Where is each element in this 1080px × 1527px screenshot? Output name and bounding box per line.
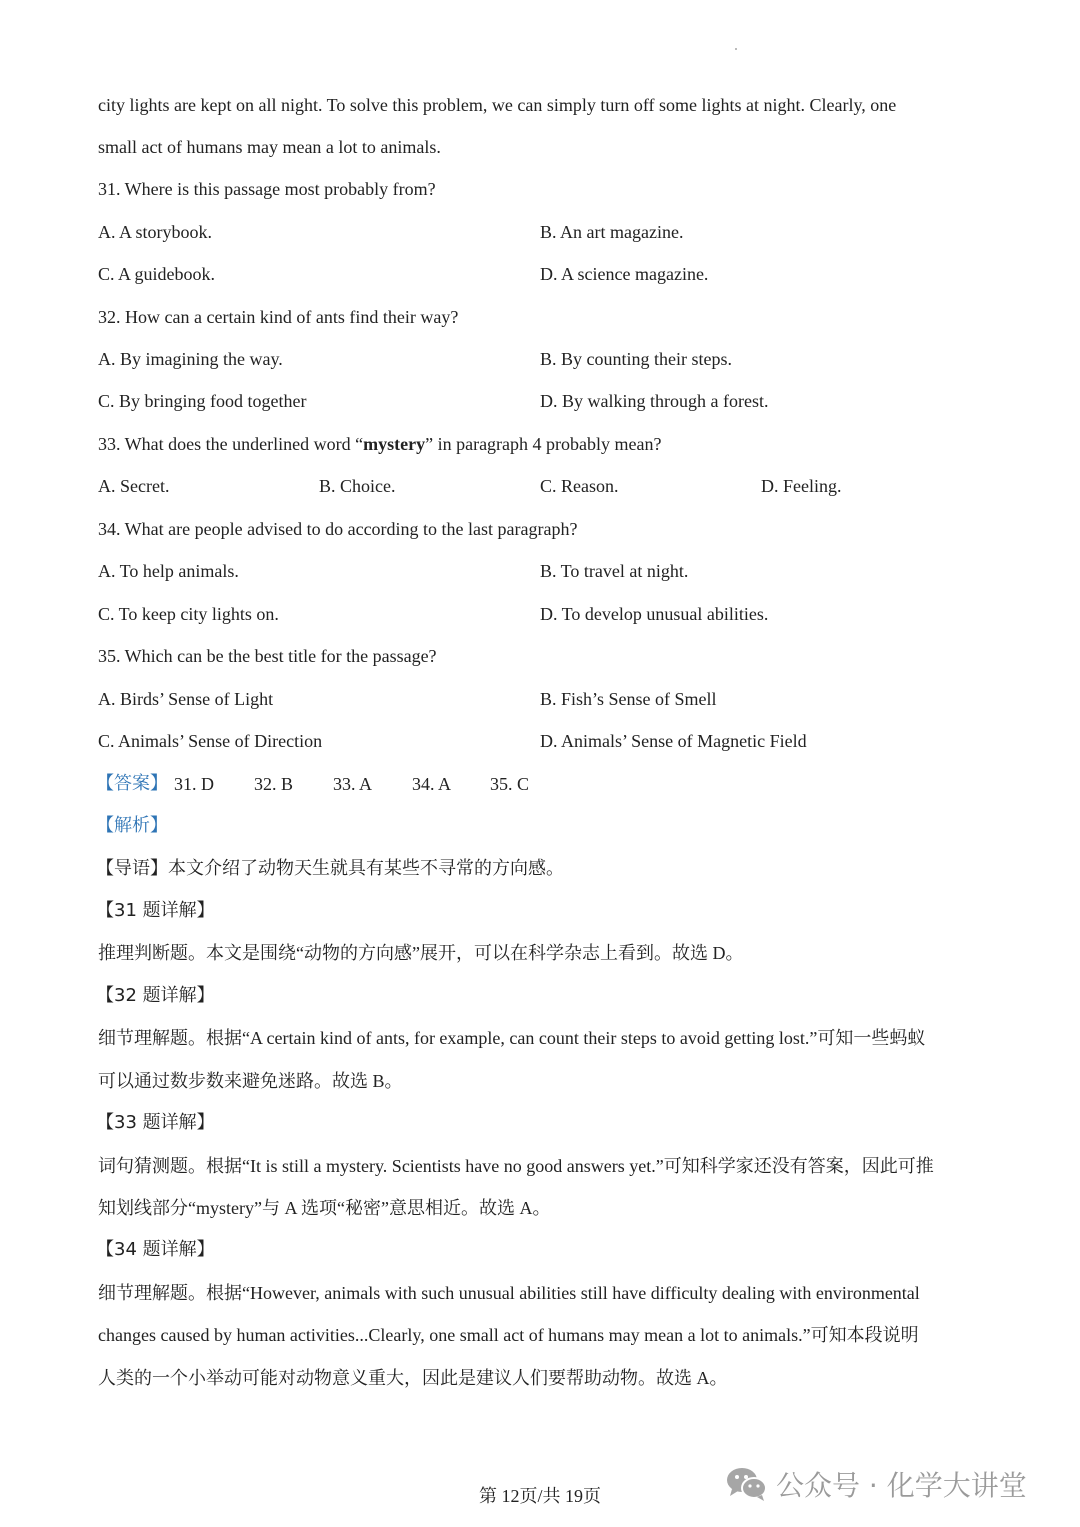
question-33-option-c: C. Reason. <box>540 476 619 496</box>
wechat-icon <box>726 1466 768 1502</box>
detail-33-title: 【33 题详解】 <box>96 1112 215 1133</box>
question-34-stem: 34. What are people advised to do according to the last paragraph? <box>98 519 578 539</box>
question-31-option-a: A. A storybook. <box>98 222 213 242</box>
detail-32-line-2: 可以通过数步数来避免迷路。故选 B。 <box>98 1071 403 1091</box>
question-34-option-d: D. To develop unusual abilities. <box>540 604 769 624</box>
intro-text: 本文介绍了动物天生就具有某些不寻常的方向感。 <box>168 858 564 879</box>
question-35-option-a: A. Birds’ Sense of Light <box>98 689 274 709</box>
detail-32-title: 【32 题详解】 <box>96 985 215 1006</box>
stray-dot <box>735 48 737 50</box>
question-35-stem: 35. Which can be the best title for the passage? <box>98 646 437 666</box>
detail-31-line-1: 推理判断题。本文是围绕“动物的方向感”展开，可以在科学杂志上看到。故选 D。 <box>98 943 744 963</box>
answer-35: 35. C <box>490 774 530 794</box>
question-32-option-a: A. By imagining the way. <box>98 349 283 369</box>
answer-label: 【答案】 <box>96 773 168 794</box>
detail-32-line-1: 细节理解题。根据“A certain kind of ants, for example, can count their steps to avoid getting lost.”可知一些蚂蚁 <box>98 1028 926 1048</box>
question-31-option-d: D. A science magazine. <box>540 264 709 284</box>
answer-31: 31. D <box>174 774 214 794</box>
detail-31-title: 【31 题详解】 <box>96 900 215 921</box>
passage-line-2: small act of humans may mean a lot to animals. <box>98 137 441 157</box>
answer-33: 33. A <box>333 774 373 794</box>
detail-34-line-2: changes caused by human activities...Clearly, one small act of humans may mean a lot to animals.”可知本段说明 <box>98 1325 919 1345</box>
intro-line <box>96 856 564 882</box>
detail-34-title: 【34 题详解】 <box>96 1239 215 1260</box>
question-33-option-b: B. Choice. <box>319 476 396 496</box>
question-33-stem <box>98 431 662 457</box>
passage-line-1: city lights are kept on all night. To solve this problem, we can simply turn off some lights at night. Clearly, one <box>98 95 897 115</box>
detail-33-line-1: 词句猜测题。根据“It is still a mystery. Scientists have no good answers yet.”可知科学家还没有答案，因此可推 <box>98 1156 934 1176</box>
analysis-label: 【解析】 <box>96 815 168 836</box>
question-31-option-c: C. A guidebook. <box>98 264 216 284</box>
question-33-option-d: D. Feeling. <box>761 476 842 496</box>
question-32-option-b: B. By counting their steps. <box>540 349 732 369</box>
question-35-option-c: C. Animals’ Sense of Direction <box>98 731 323 751</box>
question-34-option-b: B. To travel at night. <box>540 561 689 581</box>
intro-label: 【导语】 <box>96 858 168 879</box>
detail-33-line-2: 知划线部分“mystery”与 A 选项“秘密”意思相近。故选 A。 <box>98 1198 551 1218</box>
question-33-keyword: mystery <box>363 434 426 454</box>
answer-34: 34. A <box>412 774 452 794</box>
question-33-stem-post: ” in paragraph 4 probably mean? <box>425 434 662 454</box>
question-34-option-a: A. To help animals. <box>98 561 239 581</box>
question-31-stem: 31. Where is this passage most probably from? <box>98 179 436 199</box>
question-35-option-d: D. Animals’ Sense of Magnetic Field <box>540 731 807 751</box>
watermark <box>726 1462 1027 1506</box>
question-35-option-b: B. Fish’s Sense of Smell <box>540 689 717 709</box>
question-33-option-a: A. Secret. <box>98 476 170 496</box>
question-34-option-c: C. To keep city lights on. <box>98 604 279 624</box>
question-32-option-c: C. By bringing food together <box>98 391 307 411</box>
detail-34-line-1: 细节理解题。根据“However, animals with such unusual abilities still have difficulty dealing with environmental <box>98 1283 920 1303</box>
answer-32: 32. B <box>254 774 294 794</box>
detail-34-line-3: 人类的一个小举动可能对动物意义重大，因此是建议人们要帮助动物。故选 A。 <box>98 1368 728 1388</box>
question-32-option-d: D. By walking through a forest. <box>540 391 769 411</box>
question-33-stem-pre: 33. What does the underlined word “ <box>98 434 364 454</box>
question-32-stem: 32. How can a certain kind of ants find their way? <box>98 307 459 327</box>
page-number: 第 12页/共 19页 <box>478 1486 601 1506</box>
question-31-option-b: B. An art magazine. <box>540 222 684 242</box>
watermark-text: 公众号 · 化学大讲堂 <box>776 1469 1027 1502</box>
